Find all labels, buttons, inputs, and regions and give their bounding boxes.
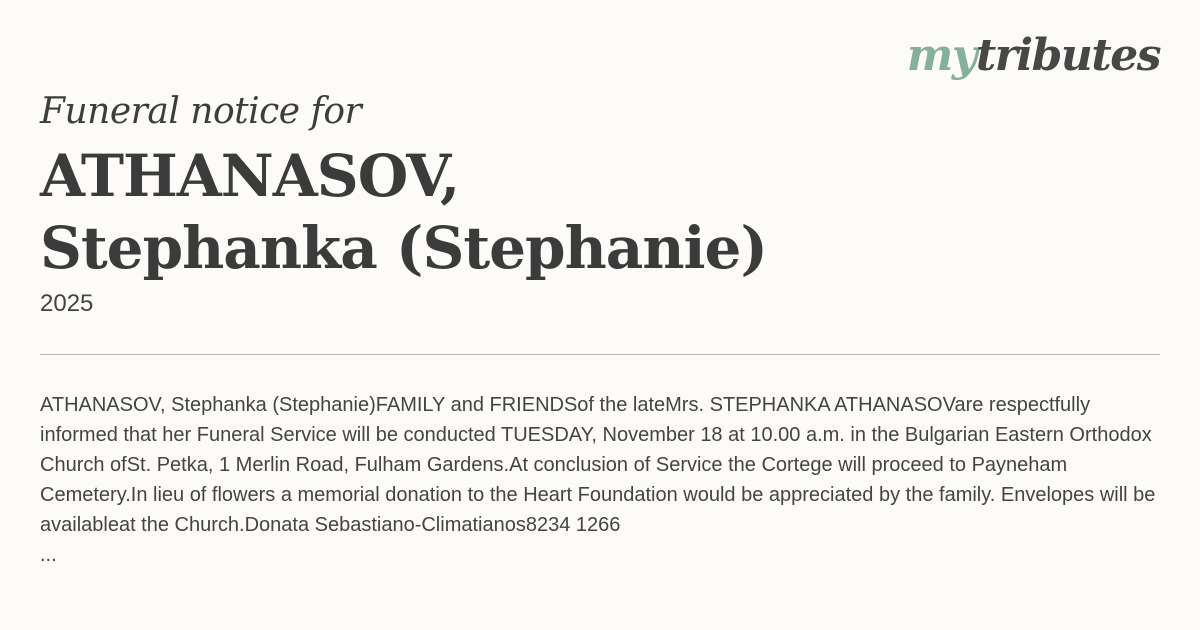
notice-body: ATHANASOV, Stephanka (Stephanie)FAMILY and FRIENDSof the lateMrs. STEPHANKA ATHANASOVare respectfully informed that her Funeral Service will be conducted TUESDAY, November 18 at 10.00 a.m. in the Bulgarian Eastern Orthodox Church ofSt. Petka, 1 Merlin Road, Fulham Gardens.At conclusion of Service the Cortege will proceed to Payneham Cemetery.In lieu of flowers a memorial donation to the Heart Foundation would be appreciated by the family. Envelopes will be availableat the Church.Donata Sebastiano-Climatianos8234 1266 (40, 394, 1156, 536)
mytributes-logo[interactable] (906, 30, 1160, 81)
notice-year: 2025 (40, 290, 94, 317)
divider (40, 354, 1160, 355)
logo-prefix: my (906, 30, 976, 81)
notice-ellipsis: ... (40, 544, 57, 566)
logo-suffix: tributes (975, 30, 1160, 81)
deceased-surname: ATHANASOV, (40, 142, 460, 210)
notice-intro: Funeral notice for (40, 91, 362, 132)
deceased-name (40, 140, 767, 284)
deceased-given-names: Stephanka (Stephanie) (40, 214, 767, 282)
